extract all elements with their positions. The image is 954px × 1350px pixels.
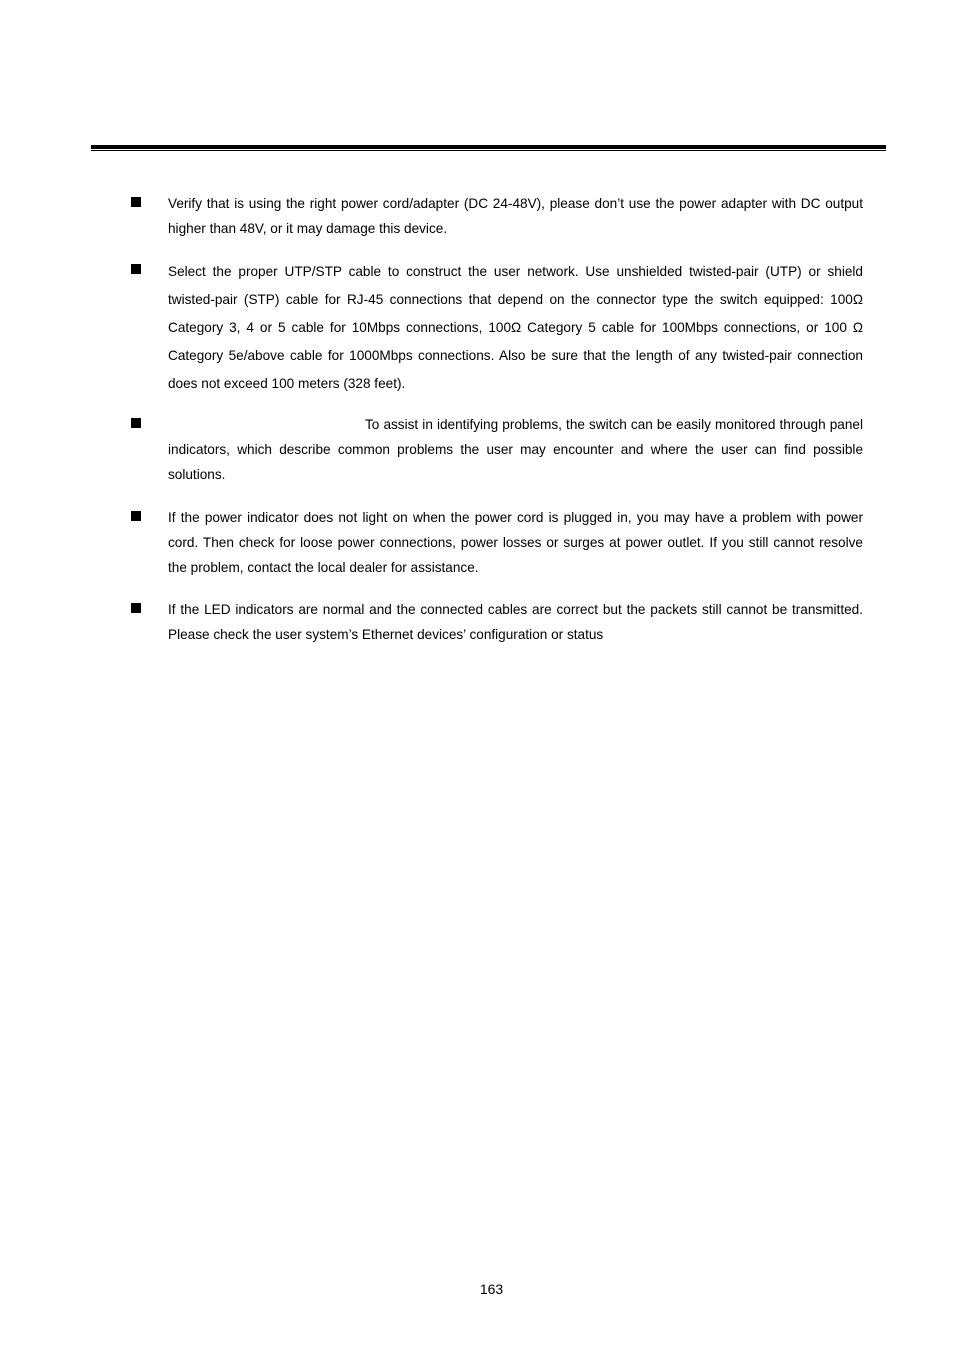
- square-bullet-icon: [131, 264, 141, 274]
- list-item-text: Select the proper UTP/STP cable to construct the user network. Use unshielded twisted-pair (UTP) or shield twisted-pair (STP) cable for RJ-45 connections that depend on the connector type the switch equipped: 100Ω Category 3, 4 or 5 cable for 10Mbps connections, 100Ω Category 5 cable for 100Mbps connections, or 100 Ω Category 5e/above cable for 1000Mbps connections. Also be sure that the length of any twisted-pair connection does not exceed 100 meters (328 feet).: [168, 264, 863, 391]
- list-item-text: If the power indicator does not light on when the power cord is plugged in, you may have a problem with power cord. Then check for loose power connections, power losses or surges at power outlet. If you still cannot resolve the problem, contact the local dealer for assistance.: [168, 510, 863, 575]
- square-bullet-icon: [131, 418, 141, 428]
- header-rule-thick: [91, 145, 886, 149]
- header-rule-thin: [91, 150, 886, 151]
- header-rule: [91, 145, 886, 152]
- page-number: 163: [479, 1281, 504, 1297]
- list-item-text: [168, 412, 863, 487]
- list-item-text: If the LED indicators are normal and the connected cables are correct but the packets still cannot be transmitted. Please check the user system’s Ethernet devices’ configuration or status: [168, 602, 863, 642]
- list-item-text: Verify that is using the right power cord/adapter (DC 24-48V), please don’t use the power adapter with DC output higher than 48V, or it may damage this device.: [168, 196, 863, 236]
- square-bullet-icon: [131, 603, 141, 613]
- square-bullet-icon: [131, 511, 141, 521]
- list-item-text-body: To assist in identifying problems, the switch can be easily monitored through panel indicators, which describe common problems the user may encounter and where the user can find possible solutions.: [168, 417, 863, 482]
- square-bullet-icon: [131, 197, 141, 207]
